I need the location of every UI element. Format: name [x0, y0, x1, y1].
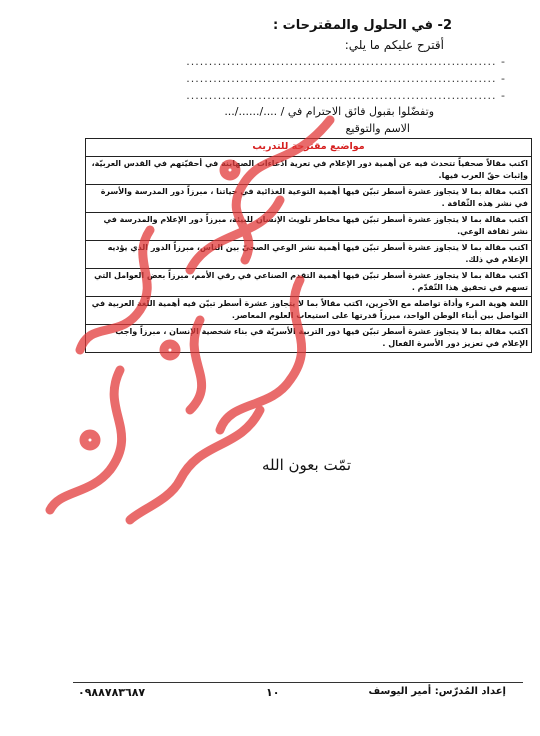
signature-label: الاسم والتوقيع — [345, 122, 410, 135]
proposal-line: - ..................................................................... — [186, 72, 506, 85]
proposal-line: - ..................................................................... — [186, 89, 506, 102]
topic-row: اكتب مقالة بما لا يتجاوز عشرة أسطر تبيّن فيها مخاطر تلويث الإنسان للبيئة، مبرزاً دور الإعلام والمدرسة في نشر ثقافة الوعي. — [86, 212, 532, 240]
topic-row: اكتب مقالة بما لا يتجاوز عشرة أسطر تبيّن فيها أهمية التوعية الغذائية في حياتنا ، مبرزاً دور المدرسة والأسرة في نشر هذه الثّقافة . — [86, 184, 532, 212]
finish-text: تمّت بعون الله — [262, 456, 352, 474]
topic-row: اللغة هوية المرء وأداة تواصله مع الآخرين، اكتب مقالاً بما لا يتجاوز عشرة أسطر تبيّن فيه أهمية اللّغة العربية في التواصل بين أبناء الوطن الواحد، مبرزاً قدرتها على استيعاب العلوم المعاصر. — [86, 296, 532, 324]
footer-phone: ٠٩٨٨٧٨٣٦٨٧ — [78, 686, 146, 699]
footer-author: إعداد المُدرّس: أمير اليوسف — [368, 686, 506, 697]
footer-rule — [73, 682, 523, 683]
closing-line: وتفضّلوا بقبول فائق الاحترام في / ..../....../... — [224, 105, 434, 118]
section-intro: أقترح عليكم ما يلي: — [344, 38, 444, 52]
topics-title: مواضيع مقترحة للتدريب — [86, 139, 532, 157]
page-number: ١٠ — [266, 686, 280, 699]
topics-table — [85, 138, 532, 353]
topic-row: اكتب مقالة بما لا يتجاوز عشرة أسطر تبيّن فيها أهمية نشر الوعي الصحيّ بين الناس، مبرزاً الدور الذي يؤديه الإعلام في ذلك. — [86, 240, 532, 268]
section-heading: 2- في الحلول والمقترحات : — [272, 18, 452, 33]
topic-row: اكتب مقالة بما لا يتجاوز عشرة أسطر تبيّن فيها دور التربية الأسريّة في بناء شخصية الإنسان ، مبرزاً واجب الإعلام في تعزيز دور الأسرة الفعال . — [86, 324, 532, 352]
proposal-line: - ..................................................................... — [186, 55, 506, 68]
topic-row: اكتب مقالة بما لا يتجاوز عشرة أسطر تبيّن فيها أهمية التقدم الصناعي في رقي الأمم، مبرزاً بعض العوامل التي تسهم في تحقيق هذا التّقدّم . — [86, 268, 532, 296]
topic-row: اكتب مقالاً صحفياً تتحدث فيه عن أهمية دور الإعلام في تعرية ادّعاءات الصهاينة في أحقيّتهم في القدس العربيّة، وإثبات حقّ العرب فيها. — [86, 156, 532, 184]
